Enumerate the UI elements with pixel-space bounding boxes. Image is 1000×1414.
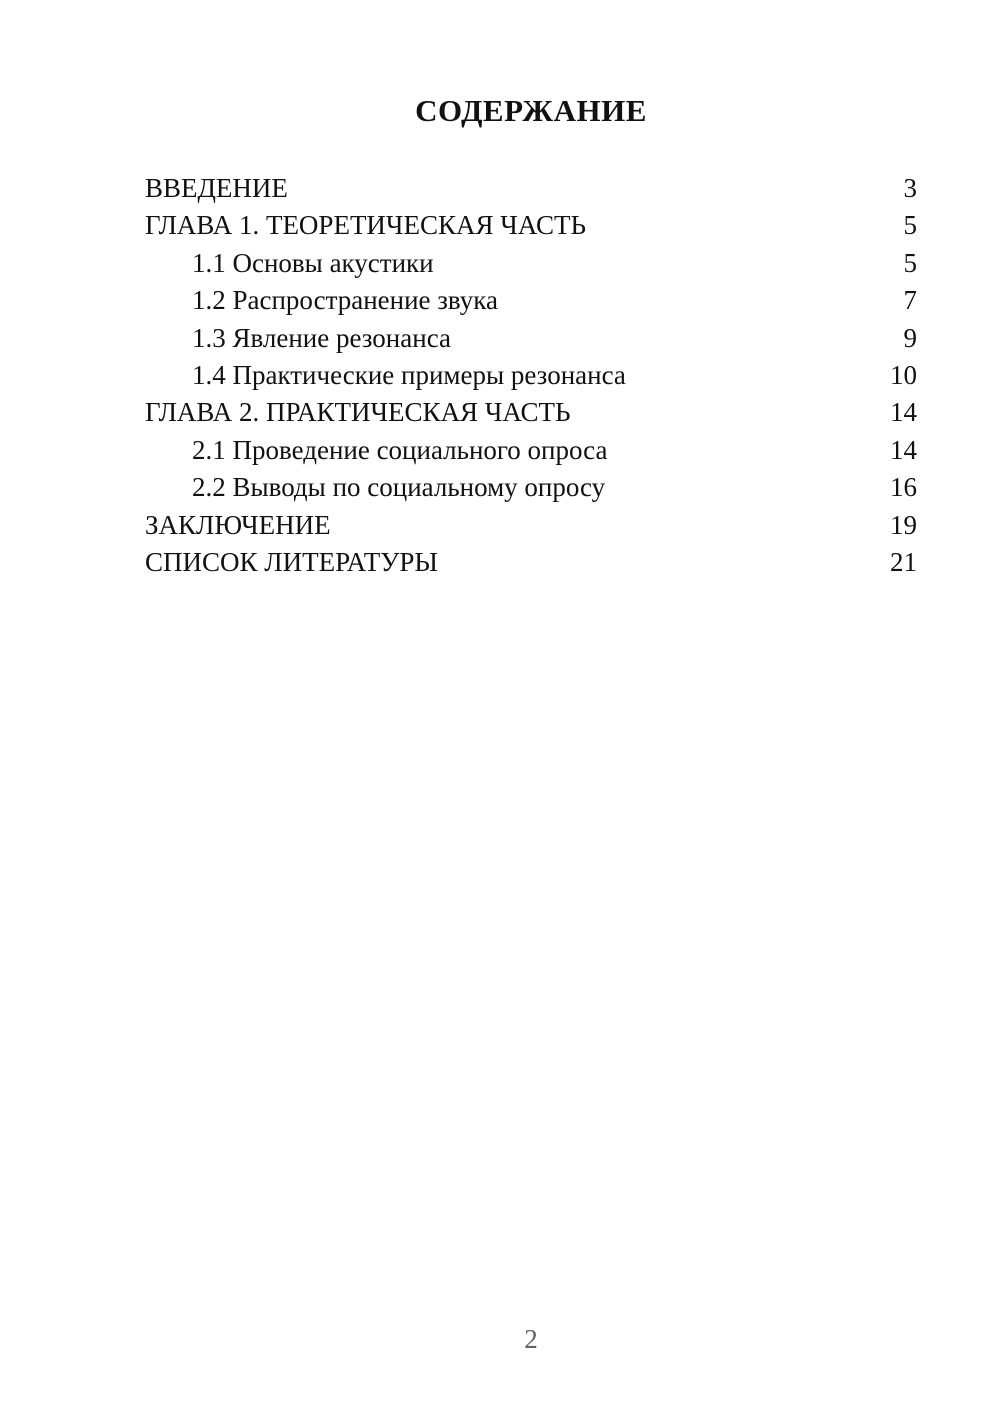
toc-entry — [145, 432, 917, 469]
toc-entry-page: 16 — [890, 472, 917, 503]
toc-entry-page: 5 — [903, 210, 917, 241]
page-content — [145, 92, 917, 581]
toc-entry-label: 2.1 Проведение социального опроса — [192, 434, 608, 465]
toc-entry-label: ЗАКЛЮЧЕНИЕ — [145, 509, 331, 540]
toc-entry-label: 1.4 Практические примеры резонанса — [192, 360, 626, 391]
toc-entry — [145, 507, 917, 544]
toc-entry-label: 1.3 Явление резонанса — [192, 322, 451, 353]
toc-entry-label: 1.2 Распространение звука — [192, 285, 498, 316]
toc-entry — [145, 245, 917, 282]
toc-entry-page: 21 — [890, 547, 917, 578]
table-of-contents — [145, 170, 917, 581]
toc-entry — [145, 544, 917, 581]
toc-entry-page: 7 — [903, 285, 917, 316]
toc-entry — [145, 357, 917, 394]
toc-entry — [145, 170, 917, 207]
toc-entry-page: 5 — [903, 247, 917, 278]
toc-entry-page: 10 — [890, 360, 917, 391]
toc-entry-label: ГЛАВА 1. ТЕОРЕТИЧЕСКАЯ ЧАСТЬ — [145, 210, 586, 241]
toc-entry-page: 9 — [903, 322, 917, 353]
toc-entry-page: 14 — [890, 434, 917, 465]
toc-entry-label: 2.2 Выводы по социальному опросу — [192, 472, 606, 503]
toc-entry — [145, 394, 917, 431]
toc-entry-page: 3 — [903, 173, 917, 203]
toc-entry — [145, 282, 917, 319]
toc-entry-page: 14 — [890, 397, 917, 428]
toc-entry-label: ГЛАВА 2. ПРАКТИЧЕСКАЯ ЧАСТЬ — [145, 397, 571, 428]
toc-entry-label: СПИСОК ЛИТЕРАТУРЫ — [145, 547, 438, 578]
toc-entry — [145, 320, 917, 357]
toc-entry — [145, 207, 917, 244]
toc-entry-page: 19 — [890, 509, 917, 540]
footer-page-number: 2 — [524, 1324, 538, 1354]
page-title: СОДЕРЖАНИЕ — [415, 93, 647, 128]
toc-entry-label: 1.1 Основы акустики — [192, 247, 434, 278]
toc-entry-label: ВВЕДЕНИЕ — [145, 173, 288, 203]
toc-entry — [145, 469, 917, 506]
